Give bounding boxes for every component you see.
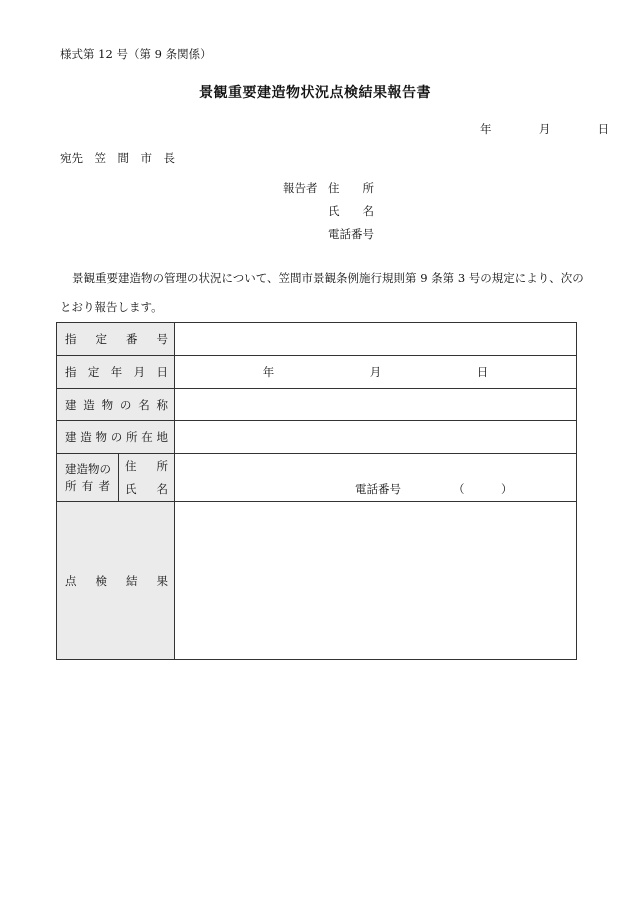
label-char: 建 bbox=[65, 397, 77, 412]
label-char: 者 bbox=[98, 478, 110, 493]
label-char: 所 bbox=[156, 458, 168, 473]
label-char: 号 bbox=[156, 332, 168, 346]
label-char: 指 bbox=[65, 365, 77, 379]
label-char: 年 bbox=[110, 365, 123, 379]
label-char: 称 bbox=[156, 397, 168, 412]
owner-address-field[interactable] bbox=[175, 454, 577, 478]
label-char: 指 bbox=[65, 332, 77, 346]
label-char: 日 bbox=[156, 365, 168, 379]
label-char: 物 bbox=[101, 397, 114, 412]
building-location-label bbox=[57, 421, 175, 454]
label-char: 点 bbox=[65, 573, 77, 588]
building-location-field[interactable] bbox=[175, 421, 577, 454]
report-date bbox=[480, 121, 609, 137]
label-char: 定 bbox=[87, 365, 100, 379]
label-char: 月 bbox=[133, 365, 146, 379]
label-char: 名 bbox=[138, 397, 150, 412]
label-char: 有 bbox=[81, 478, 94, 493]
label-char: 建 bbox=[65, 430, 77, 444]
owner-phone-label: 電話番号 bbox=[355, 481, 401, 496]
label-char: 所 bbox=[126, 430, 138, 444]
label-char: 定 bbox=[95, 332, 107, 346]
body-text: 景観重要建造物の管理の状況について、笠間市景観条例施行規則第 9 条第 3 号の規定により、次のとおり報告します。 bbox=[60, 271, 584, 314]
label-char: 物 bbox=[88, 461, 100, 476]
reporter-address-label: 住 所 bbox=[328, 181, 374, 195]
label-char: 氏 bbox=[125, 482, 137, 497]
label-char: 所 bbox=[65, 478, 77, 493]
label-char: 造 bbox=[83, 397, 95, 412]
inspection-result-label bbox=[57, 502, 175, 660]
label-char: 住 bbox=[125, 458, 137, 473]
label-char: の bbox=[99, 461, 111, 476]
owner-phone-close: ） bbox=[501, 481, 513, 496]
building-name-label bbox=[57, 389, 175, 421]
label-char: 地 bbox=[156, 430, 168, 444]
owner-name-label bbox=[119, 478, 175, 502]
document-title: 景観重要建造物状況点検結果報告書 bbox=[199, 85, 431, 101]
date-day-label: 日 bbox=[597, 122, 610, 136]
designation-month: 月 bbox=[369, 365, 382, 379]
label-char: 物 bbox=[95, 430, 107, 444]
designation-date-label bbox=[57, 356, 175, 389]
label-char: 番 bbox=[126, 332, 138, 346]
report-table bbox=[56, 322, 577, 660]
label-char: 果 bbox=[156, 573, 168, 588]
label-char: の bbox=[110, 430, 123, 444]
reporter-phone-label: 電話番号 bbox=[328, 227, 374, 241]
owner-label bbox=[57, 454, 119, 502]
owner-phone-open: （ bbox=[453, 481, 465, 496]
owner-name-field[interactable] bbox=[175, 478, 577, 502]
designation-number-field[interactable] bbox=[175, 323, 577, 356]
designation-number-label bbox=[57, 323, 175, 356]
label-char: の bbox=[119, 397, 132, 412]
designation-date-field[interactable] bbox=[175, 356, 577, 389]
form-number: 様式第 12 号（第 9 条関係） bbox=[60, 47, 212, 61]
addressee: 宛先 笠 間 市 長 bbox=[60, 151, 175, 165]
label-char: 検 bbox=[95, 573, 107, 588]
label-char: 名 bbox=[156, 482, 168, 497]
date-month-label: 月 bbox=[538, 122, 551, 136]
label-char: 造 bbox=[76, 461, 88, 476]
label-char: 造 bbox=[80, 430, 92, 444]
label-char: 結 bbox=[126, 573, 138, 588]
building-name-field[interactable] bbox=[175, 389, 577, 421]
date-year-label: 年 bbox=[480, 122, 492, 136]
reporter-name-label: 氏 名 bbox=[328, 204, 374, 218]
owner-address-label bbox=[119, 454, 175, 478]
designation-year: 年 bbox=[262, 365, 275, 379]
inspection-result-field[interactable] bbox=[175, 502, 577, 660]
reporter-label: 報告者 bbox=[283, 181, 318, 195]
label-char: 建 bbox=[65, 461, 77, 476]
designation-day: 日 bbox=[476, 365, 489, 379]
label-char: 在 bbox=[141, 430, 153, 444]
